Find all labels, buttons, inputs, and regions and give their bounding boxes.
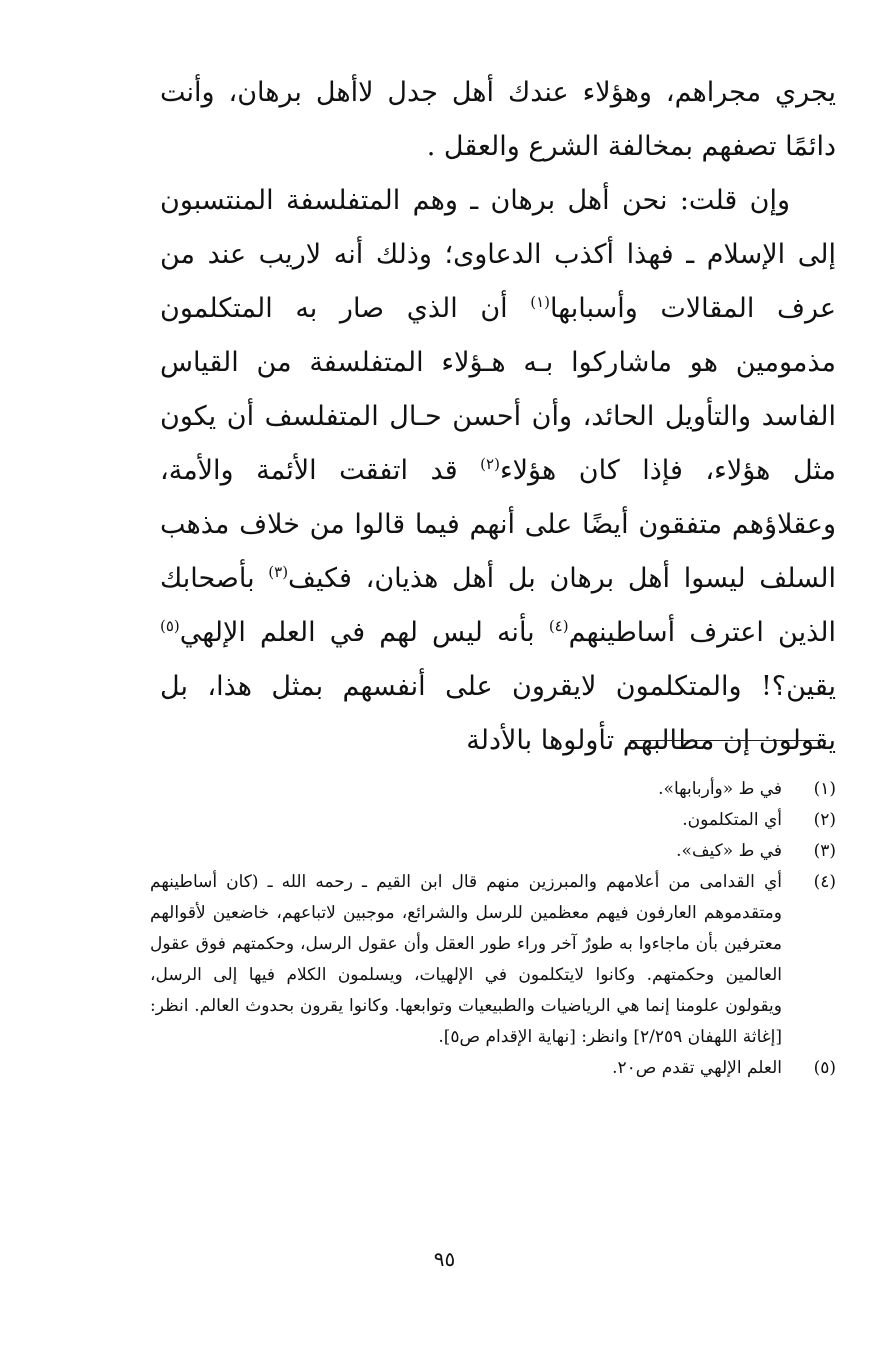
page-number: ٩٥ [433, 1247, 456, 1271]
footnote-number: (٤) [813, 872, 836, 892]
footnote-separator [630, 740, 826, 741]
footnote-item [150, 867, 836, 1053]
footnote-text: في ط «كيف». [676, 841, 782, 861]
footnote-reference: (١) [530, 293, 551, 311]
main-paragraph [160, 66, 836, 174]
footnote-number: (٣) [813, 841, 836, 861]
footnote-item [150, 805, 836, 836]
footnote-item [150, 1053, 836, 1084]
footnote-text: في ط «وأربابها». [658, 779, 782, 799]
footnote-reference: (٤) [548, 617, 569, 635]
footnote-number: (٥) [813, 1058, 836, 1078]
footnotes-section [150, 774, 836, 1084]
footnote-number: (٢) [813, 810, 836, 830]
text-segment: قد اتفقت الأئمة والأمة، وعقلاؤهم متفقون أيضًا على أنهم فيما قالوا من خلاف مذهب السلف ليسوا أهل برهان بل أهل هذيان، فكيف [160, 455, 836, 594]
footnote-number: (١) [813, 779, 836, 799]
main-paragraph [160, 174, 836, 768]
text-segment: يجري مجراهم، وهؤلاء عندك أهل جدل لاأهل برهان، وأنت دائمًا تصفهم بمخالفة الشرع والعقل . [160, 77, 836, 162]
main-text-body [160, 66, 836, 768]
footnote-text: أي المتكلمون. [682, 810, 782, 830]
text-segment: وإن قلت: نحن أهل برهان ـ وهم المتفلسفة المنتسبون إلى الإسلام ـ فهذا أكذب الدعاوى؛ وذلك أنه لاريب عند من عرف المقالات وأسبابها [160, 185, 836, 324]
footnote-item [150, 836, 836, 867]
footnote-text: أي القدامى من أعلامهم والمبرزين منهم قال ابن القيم ـ رحمه الله ـ (كان أساطينهم ومتقدموهم العارفون فيهم معظمين للرسل والشرائع، موجبين لاتباعهم، خاضعين لأقوالهم معترفين بأن ماجاءوا به طورٌ آخر وراء طور العقل وأن عقول الرسل، وحكمتهم فوق عقول العالمين وحكمتهم. وكانوا لايتكلمون في الإلهيات، ويسلمون الكلام فيها إلى الرسل، ويقولون علومنا إنما هي الرياضيات والطبيعيات وتوابعها. وكانوا يقرون بحدوث العالم. انظر: [إغاثة اللهفان ٢/٢٥٩] وانظر: [نهاية الإقدام ص٥]. [150, 872, 782, 1047]
text-segment: يقين؟! والمتكلمون لايقرون على أنفسهم بمثل هذا، بل يقولون إن مطالبهم تأولوها بالأدلة [160, 671, 836, 756]
text-segment: بأنه ليس لهم في العلم الإلهي [179, 617, 549, 648]
footnote-reference: (٢) [480, 455, 500, 473]
footnote-reference: (٣) [268, 563, 289, 581]
footnote-reference: (٥) [160, 617, 180, 635]
footnote-text: العلم الإلهي تقدم ص٢٠. [612, 1058, 782, 1078]
text-segment: أن الذي صار به المتكلمون مذمومين هو ماشاركوا بـه هـؤلاء المتفلسفة من القياس الفاسد والتأويل الحائد، وأن أحسن حـال المتفلسف أن يكون مثل هؤلاء، فإذا كان هؤلاء [160, 293, 836, 486]
footnote-item [150, 774, 836, 805]
text-segment: بأصحابك الذين اعترف أساطينهم [160, 563, 836, 648]
